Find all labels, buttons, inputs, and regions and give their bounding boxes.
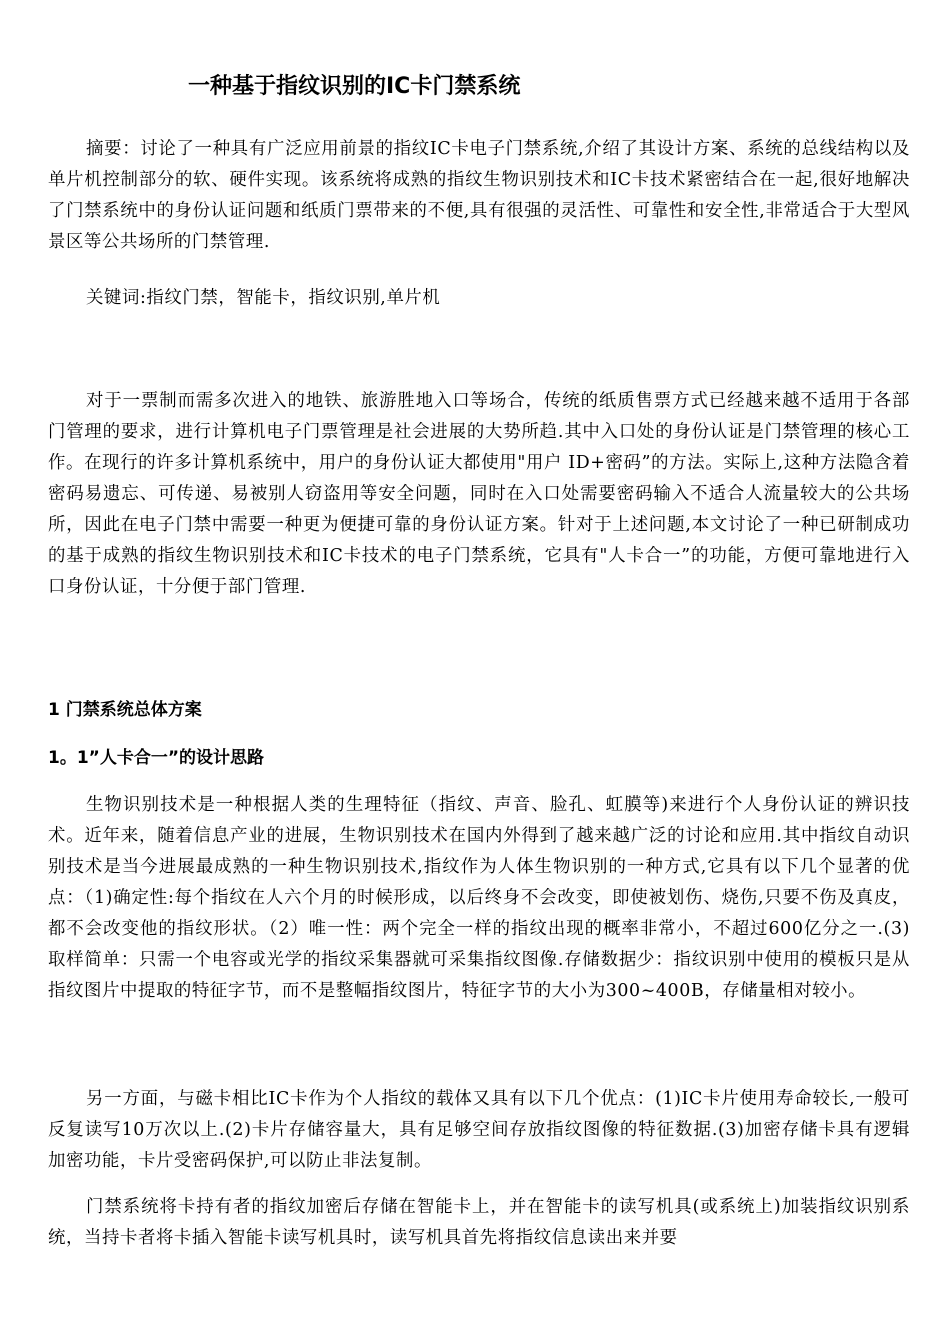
abstract-paragraph: 摘要：讨论了一种具有广泛应用前景的指纹IC卡电子门禁系统,介绍了其设计方案、系统的总线结构以及单片机控制部分的软、硬件实现。该系统将成熟的指纹生物识别技术和IC卡技术紧密结合在一起,很好地解决了门禁系统中的身份认证问题和纸质门票带来的不便,具有很强的灵活性、可靠性和安全性,非常适合于大型风景区等公共场所的门禁管理.	[48, 139, 910, 252]
biometrics-paragraph: 生物识别技术是一种根据人类的生理特征（指纹、声音、脸孔、虹膜等)来进行个人身份认证的辨识技术。近年来，随着信息产业的进展，生物识别技术在国内外得到了越来越广泛的讨论和应用.其中指纹自动识别技术是当今进展最成熟的一种生物识别技术,指纹作为人体生物识别的一种方式,它具有以下几个显著的优点：（1)确定性:每个指纹在人六个月的时候形成，以后终身不会改变，即使被划伤、烧伤,只要不伤及真皮，都不会改变他的指纹形状。（2）唯一性：两个完全一样的指纹出现的概率非常小，不超过600亿分之一.(3)取样简单：只需一个电容或光学的指纹采集器就可采集指纹图像.存储数据少：指纹识别中使用的模板只是从指纹图片中提取的特征字节，而不是整幅指纹图片，特征字节的大小为300~400B，存储量相对较小。	[48, 795, 910, 1001]
section-heading-1-1: 1。1”人卡合一”的设计思路	[48, 748, 265, 768]
section-heading-1: 1 门禁系统总体方案	[48, 700, 202, 720]
ic-card-paragraph: 另一方面，与磁卡相比IC卡作为个人指纹的载体又具有以下几个优点：(1)IC卡片使用寿命较长,一般可反复读写10万次以上.(2)卡片存储容量大，具有足够空间存放指纹图像的特征数据.(3)加密存储卡具有逻辑加密功能，卡片受密码保护,可以防止非法复制。	[48, 1089, 910, 1171]
intro-paragraph: 对于一票制而需多次进入的地铁、旅游胜地入口等场合，传统的纸质售票方式已经越来越不适用于各部门管理的要求，进行计算机电子门票管理是社会进展的大势所趋.其中入口处的身份认证是门禁管理的核心工作。在现行的许多计算机系统中，用户的身份认证大都使用"用户 ID+密码”的方法。实际上,这种方法隐含着密码易遗忘、可传递、易被别人窃盗用等安全问题，同时在入口处需要密码输入不适合人流量较大的公共场所，因此在电子门禁中需要一种更为便捷可靠的身份认证方案。针对于上述问题,本文讨论了一种已研制成功的基于成熟的指纹生物识别技术和IC卡技术的电子门禁系统，它具有"人卡合一”的功能，方便可靠地进行入口身份认证，十分便于部门管理.	[48, 391, 910, 597]
access-system-paragraph: 门禁系统将卡持有者的指纹加密后存储在智能卡上，并在智能卡的读写机具(或系统上)加装指纹识别系统，当持卡者将卡插入智能卡读写机具时，读写机具首先将指纹信息读出来并要	[48, 1197, 910, 1248]
document-title: 一种基于指纹识别的IC卡门禁系统	[188, 74, 521, 99]
keywords-line: 关键词:指纹门禁，智能卡，指纹识别,单片机	[86, 288, 441, 308]
